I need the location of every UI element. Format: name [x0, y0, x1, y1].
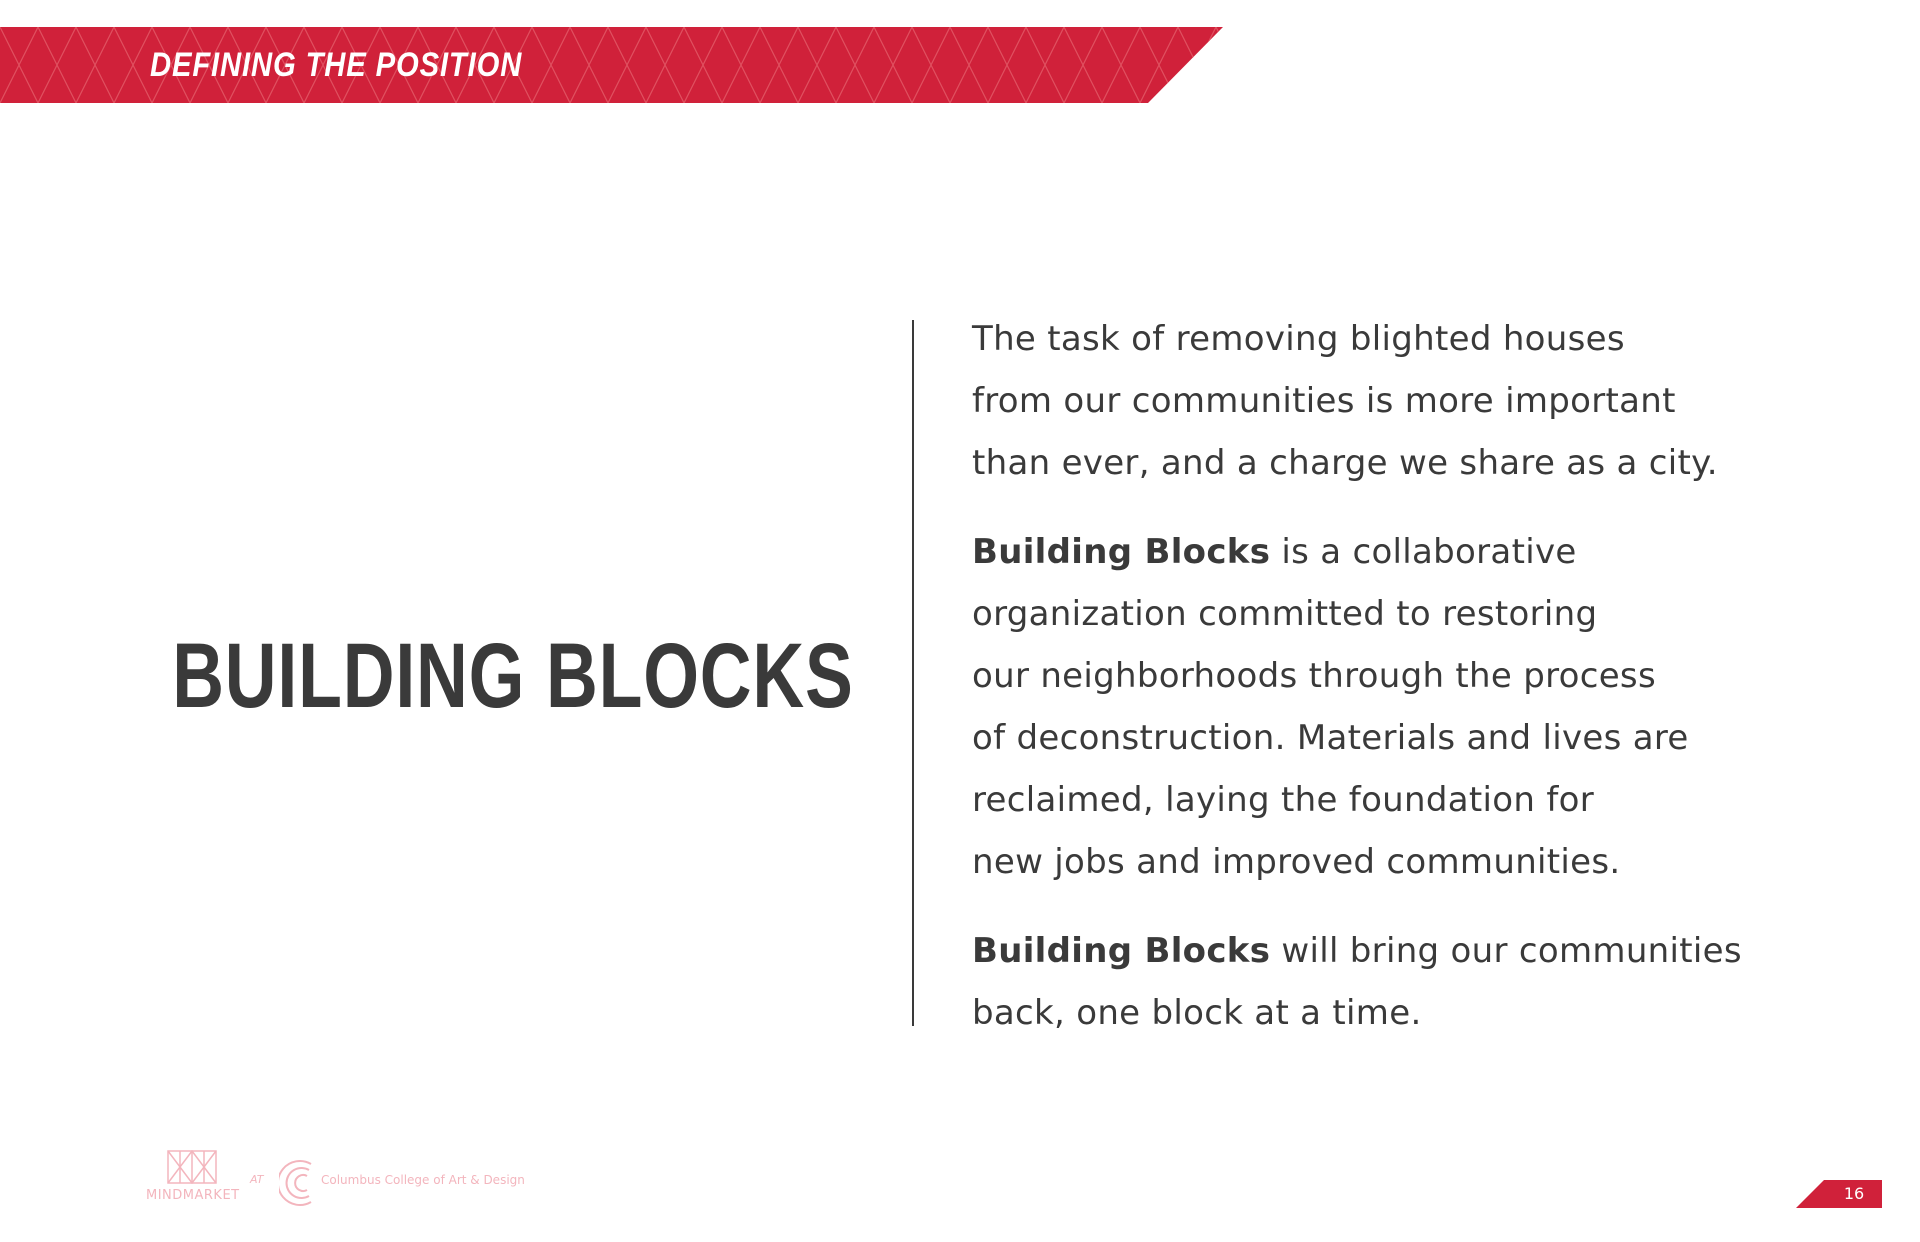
- text-line: our neighborhoods through the process: [972, 656, 1656, 696]
- page-title: BUILDING BLOCKS: [172, 625, 854, 727]
- body-text: [972, 308, 1772, 1071]
- text-line: back, one block at a time.: [972, 993, 1422, 1033]
- paragraph-2: [972, 521, 1772, 893]
- brand-name: Building Blocks: [972, 931, 1271, 971]
- page-number-tab: [1796, 1180, 1882, 1208]
- section-banner: [0, 27, 1223, 103]
- text-line: organization committed to restoring: [972, 594, 1598, 634]
- mindmarket-logo-icon: [167, 1150, 217, 1184]
- text-line: new jobs and improved communities.: [972, 842, 1621, 882]
- ccad-logo-icon: [279, 1158, 315, 1208]
- mindmarket-logo-text: MINDMARKET: [146, 1188, 240, 1203]
- page-number: 16: [1843, 1184, 1865, 1203]
- text-fragment: will bring our communities: [1270, 931, 1742, 971]
- connector-text: AT: [250, 1173, 264, 1186]
- vertical-divider: [912, 320, 914, 1026]
- text-line: reclaimed, laying the foundation for: [972, 780, 1594, 820]
- section-title: DEFINING THE POSITION: [150, 46, 523, 84]
- text-line: [972, 521, 1772, 583]
- text-line: The task of removing blighted houses: [972, 319, 1625, 359]
- paragraph-3: [972, 920, 1772, 1044]
- text-line: from our communities is more important: [972, 381, 1676, 421]
- paragraph-1: [972, 308, 1772, 494]
- text-fragment: is a collaborative: [1270, 532, 1577, 572]
- text-line: of deconstruction. Materials and lives are: [972, 718, 1689, 758]
- text-line: than ever, and a charge we share as a city.: [972, 443, 1718, 483]
- brand-name: Building Blocks: [972, 532, 1271, 572]
- ccad-logo-text: Columbus College of Art & Design: [321, 1173, 525, 1187]
- text-line: [972, 920, 1772, 982]
